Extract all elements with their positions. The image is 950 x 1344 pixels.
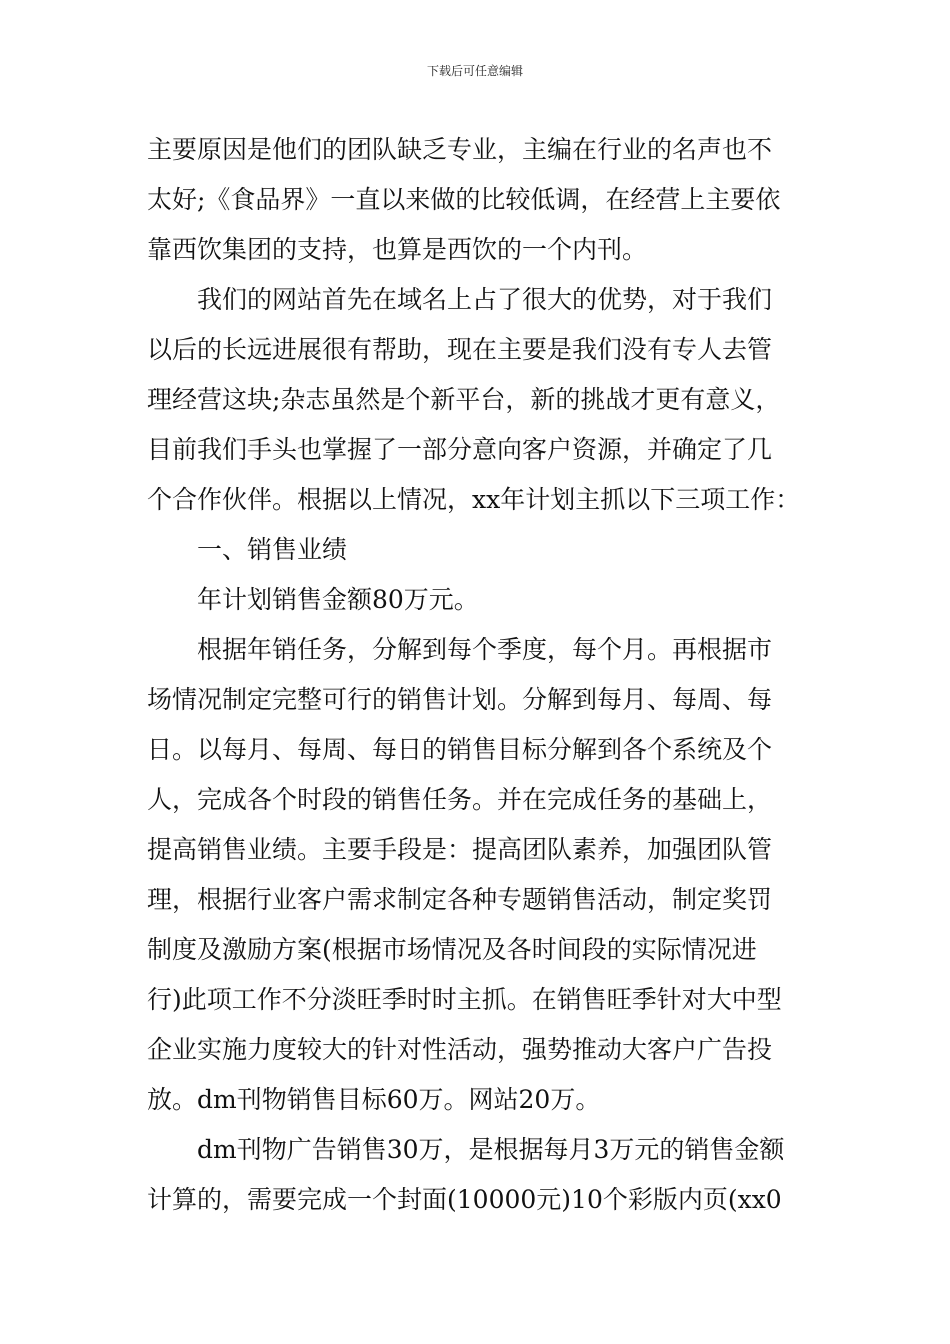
text-line: 以后的长远进展很有帮助，现在主要是我们没有专人去管	[147, 335, 773, 364]
text-line: 根据年销任务，分解到每个季度，每个月。再根据市	[197, 635, 773, 664]
text-line: 我们的网站首先在域名上占了很大的优势，对于我们	[197, 285, 773, 314]
text-line: 日。以每月、每周、每日的销售目标分解到各个系统及个	[147, 735, 773, 764]
text-line: 一、销售业绩	[197, 535, 348, 564]
text-line: 理，根据行业客户需求制定各种专题销售活动，制定奖罚	[147, 885, 773, 914]
page-header: 下载后可任意编辑	[426, 64, 523, 78]
text-line: 目前我们手头也掌握了一部分意向客户资源，并确定了几	[147, 435, 773, 464]
text-line: 靠西饮集团的支持，也算是西饮的一个内刊。	[147, 235, 648, 264]
text-line: 理经营这块;杂志虽然是个新平台，新的挑战才更有意义，	[147, 385, 781, 414]
text-line: 制度及激励方案(根据市场情况及各时间段的实际情况进	[147, 935, 757, 964]
text-line: 提高销售业绩。主要手段是：提高团队素养，加强团队管	[147, 835, 773, 864]
text-line: 场情况制定完整可行的销售计划。分解到每月、每周、每	[147, 685, 773, 714]
text-line: 人，完成各个时段的销售任务。并在完成任务的基础上，	[147, 785, 773, 814]
text-line: 企业实施力度较大的针对性活动，强势推动大客户广告投	[147, 1035, 773, 1064]
text-line: 太好;《食品界》一直以来做的比较低调，在经营上主要依	[147, 185, 781, 214]
text-line: 年计划销售金额80万元。	[197, 585, 479, 614]
text-line: 放。dm刊物销售目标60万。网站20万。	[147, 1085, 601, 1114]
document-body	[147, 125, 815, 1225]
text-line: dm刊物广告销售30万，是根据每月3万元的销售金额	[197, 1135, 785, 1164]
text-line: 计算的，需要完成一个封面(10000元)10个彩版内页(xx0	[147, 1185, 782, 1214]
text-line: 主要原因是他们的团队缺乏专业，主编在行业的名声也不	[147, 135, 773, 164]
text-line: 个合作伙伴。根据以上情况，xx年计划主抓以下三项工作：	[147, 485, 801, 514]
text-line: 行)此项工作不分淡旺季时时主抓。在销售旺季针对大中型	[147, 985, 782, 1014]
